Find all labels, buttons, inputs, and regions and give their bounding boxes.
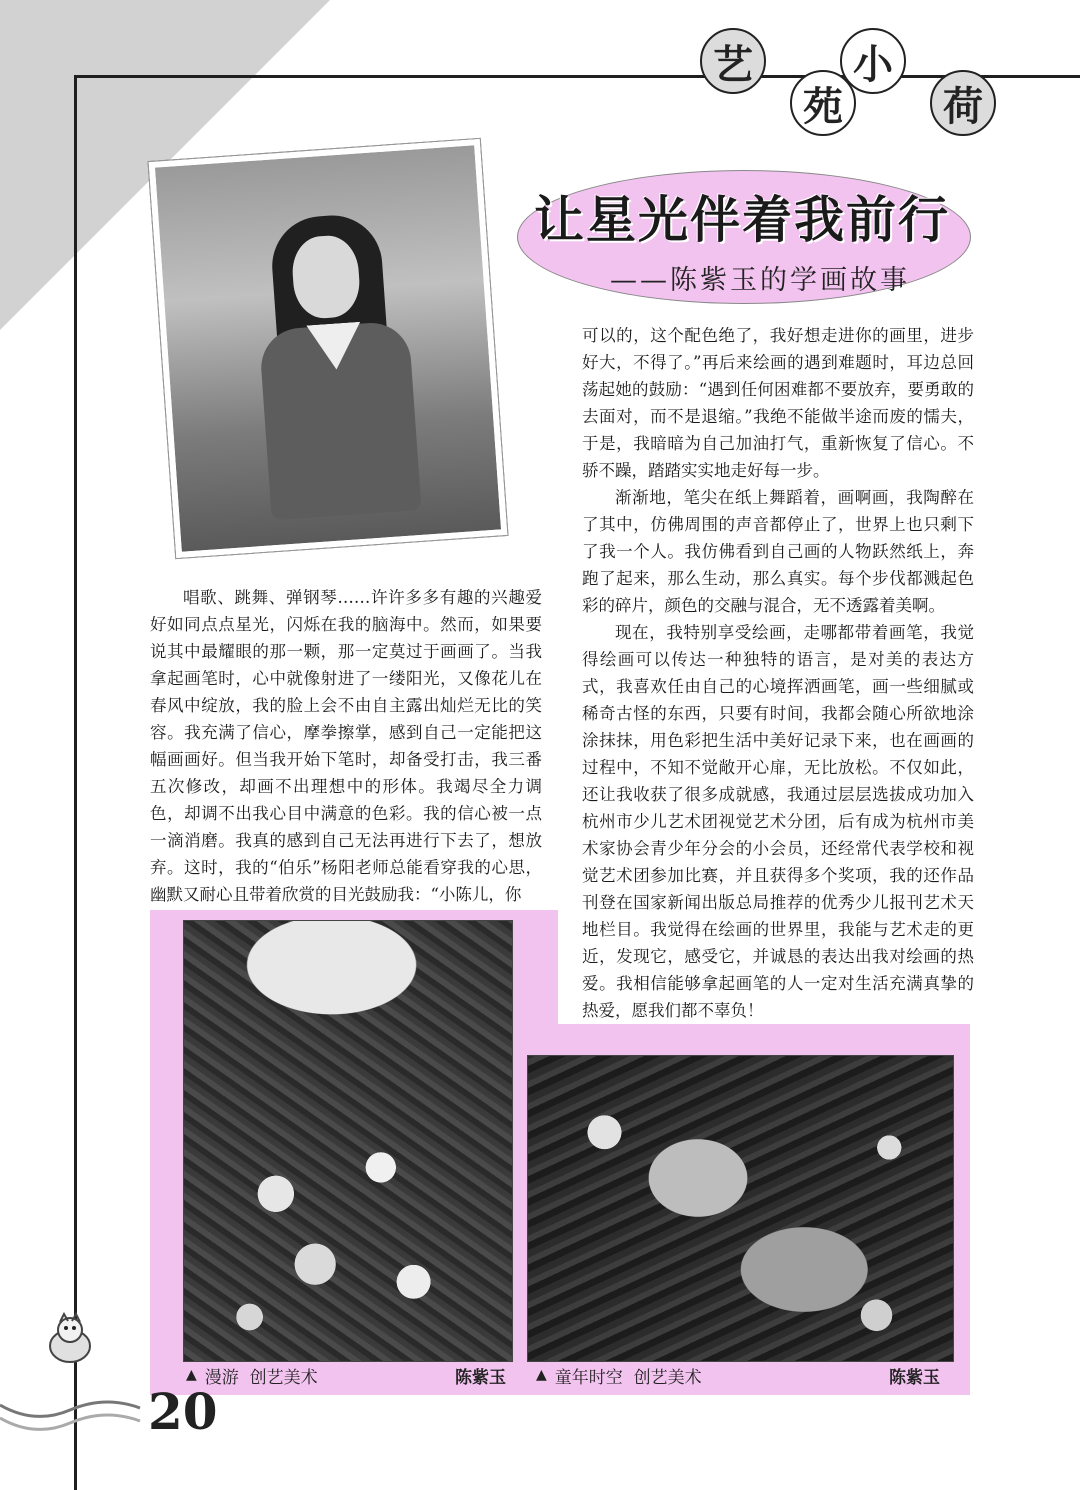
column-char-3: 小	[840, 28, 906, 94]
wave-decoration-icon	[0, 1390, 150, 1440]
caption-label: 漫游 创艺美术	[204, 1367, 318, 1388]
body-paragraph: 现在，我特别享受绘画，走哪都带着画笔，我觉得绘画可以传达一种独特的语言，是对美的表达方式，我喜欢任由自己的心境挥洒画笔，画一些细腻或稀奇古怪的东西，只要有时间，我都会随心所欲地涂涂抹抹，用色彩把生活中美好记录下来，也在画画的过程中，不知不觉敞开心扉，无比放松。不仅如此，还让我收获了很多成就感，我通过层层选拔成功加入杭州市少儿艺术团视觉艺术分团，后有成为杭州市美术家协会青少年分会的小会员，还经常代表学校和视觉艺术团参加比赛，并且获得多个奖项，我的还作品刊登在国家新闻出版总局推荐的优秀少儿报刊艺术天地栏目。我觉得在绘画的世界里，我能与艺术走的更近，发现它，感受它，并诚恳的表达出我对绘画的热爱。我相信能够拿起画笔的人一定对生活充满真挚的热爱，愿我们都不辜负！	[582, 623, 974, 1020]
triangle-marker-icon: ▲	[186, 1367, 197, 1383]
mascot-icon	[40, 1310, 100, 1370]
caption-author: 陈紫玉	[889, 1367, 940, 1388]
frame-top-rule	[74, 75, 1080, 78]
caption-label: 童年时空 创艺美术	[554, 1367, 702, 1388]
body-paragraph: 唱歌、跳舞、弹钢琴……许许多多有趣的兴趣爱好如同点点星光，闪烁在我的脑海中。然而，如果要说其中最耀眼的那一颗，那一定莫过于画画了。当我拿起画笔时，心中就像射进了一缕阳光，又像花儿在春风中绽放，我的脸上会不由自主露出灿烂无比的笑容。我充满了信心，摩拳擦掌，感到自己一定能把这幅画画好。但当我开始下笔时，却备受打击，我三番五次修改，却画不出理想中的形体。我竭尽全力调色，却调不出我心目中满意的色彩。我的信心被一点一滴消磨。我真的感到自己无法再进行下去了，想放弃。这时，我的“伯乐”杨阳老师总能看穿我的心思，幽默又耐心且带着欣赏的目光鼓励我：“小陈儿，你	[150, 588, 542, 904]
column-char-2: 苑	[790, 70, 856, 136]
article-title: 让星光伴着我前行	[534, 191, 950, 249]
body-column-right	[582, 322, 974, 1024]
body-paragraph: 渐渐地，笔尖在纸上舞蹈着，画啊画，我陶醉在了其中，仿佛周围的声音都停止了，世界上也只剩下了我一个人。我仿佛看到自己画的人物跃然纸上，奔跑了起来，那么生动，那么真实。每个步伐都溅起色彩的碎片，颜色的交融与混合，无不透露着美啊。	[582, 488, 974, 615]
frame-left-rule	[74, 75, 77, 1490]
artwork-image-manyou	[183, 920, 513, 1362]
page-number: 20	[148, 1382, 218, 1441]
body-column-left	[150, 584, 542, 908]
artwork-caption	[536, 1362, 940, 1388]
body-paragraph-continued: 可以的，这个配色绝了，我好想走进你的画里，进步好大，不得了。”再后来绘画的遇到难题时，耳边总回荡起她的鼓励：“遇到任何困难都不要放弃，要勇敢的去面对，而不是退缩。”我绝不能做半途而废的懦夫，于是，我暗暗为自己加油打气，重新恢复了信心。不骄不躁，踏踏实实地走好每一步。	[582, 326, 974, 480]
column-char-1: 艺	[700, 28, 766, 94]
artwork-image-tongnian-shikong	[527, 1055, 954, 1362]
author-photo	[149, 139, 508, 558]
caption-author: 陈紫玉	[455, 1367, 506, 1388]
article-subtitle: ——陈紫玉的学画故事	[610, 265, 910, 296]
artwork-caption	[186, 1362, 506, 1388]
triangle-marker-icon: ▲	[536, 1367, 547, 1383]
column-char-4: 荷	[930, 70, 996, 136]
